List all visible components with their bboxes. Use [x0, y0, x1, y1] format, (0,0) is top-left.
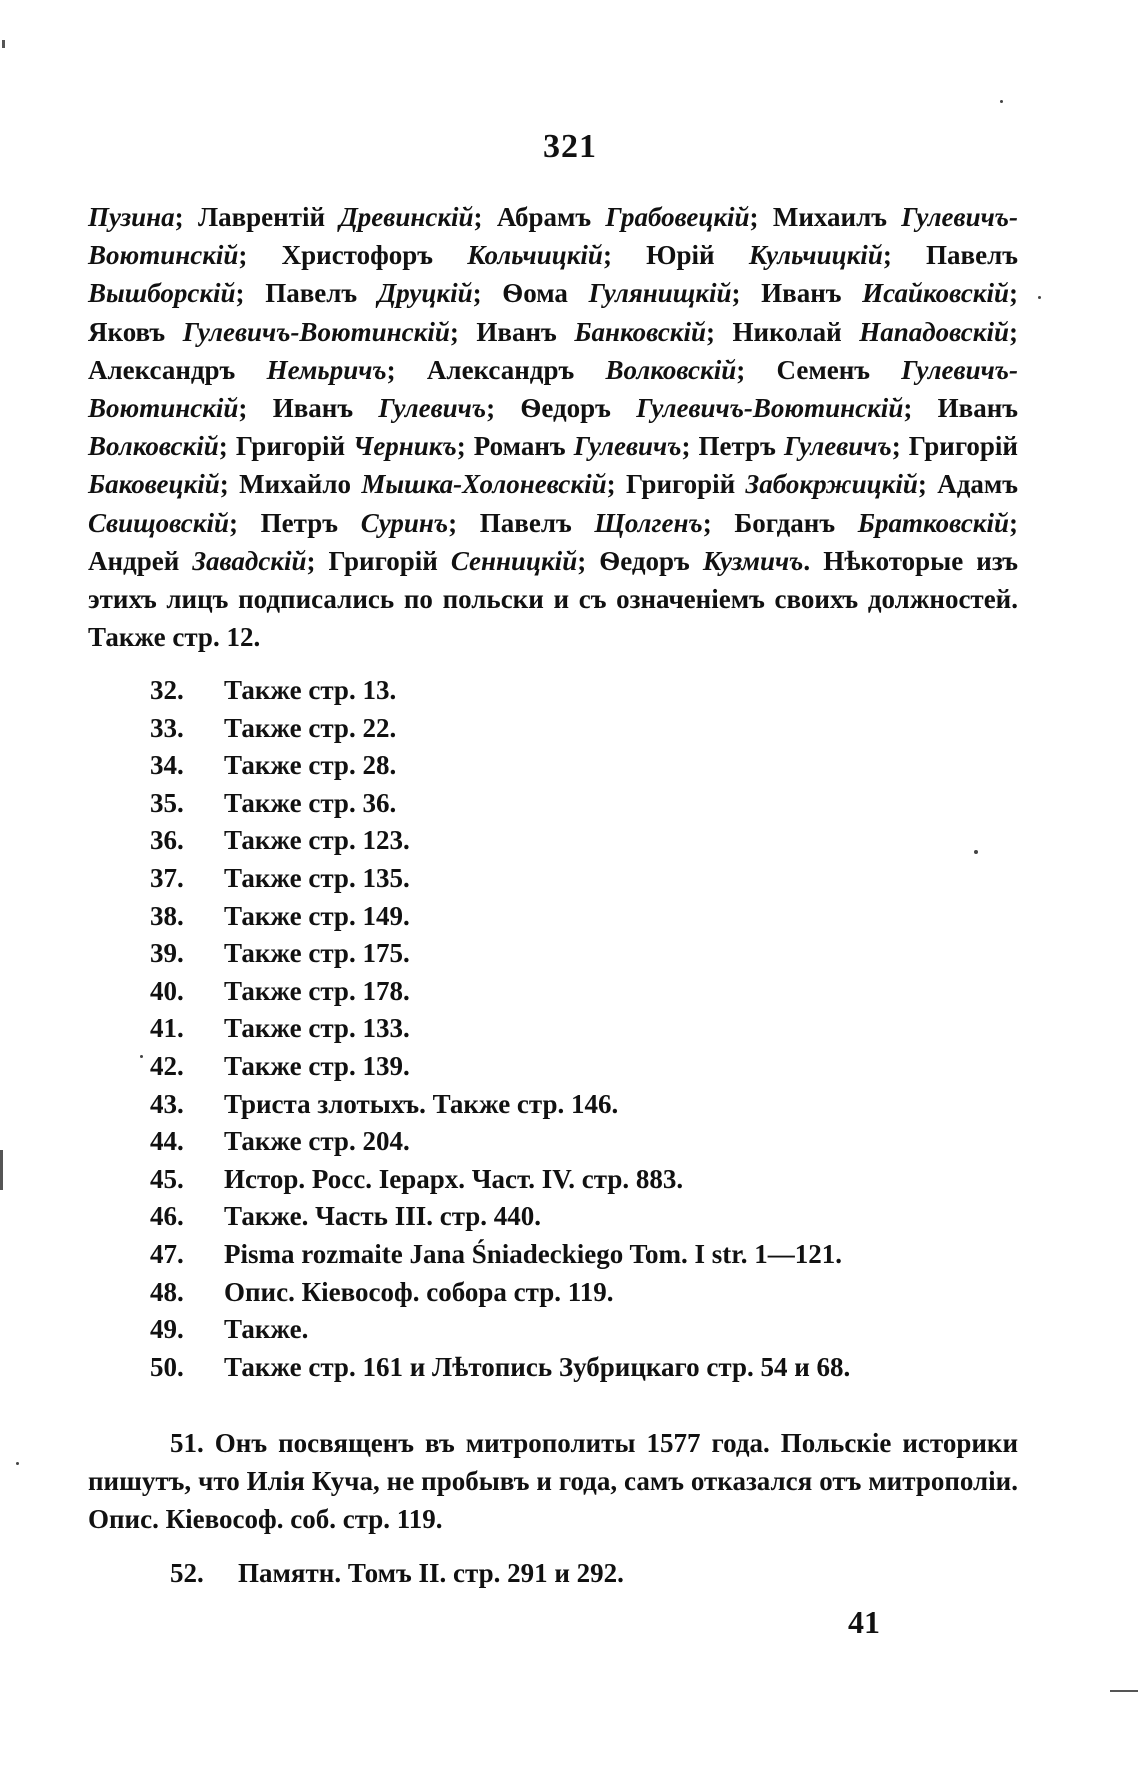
footnote-number: 49. — [150, 1314, 184, 1345]
footnote-item — [150, 1349, 850, 1387]
footnote-text: Также. — [224, 1314, 309, 1345]
body-text: ; Абрамъ — [473, 202, 606, 232]
footnote-31-continuation — [88, 198, 1018, 656]
body-text: ; Ѳедоръ — [577, 545, 703, 576]
footnote-text: Истор. Росс. Іерарх. Част. IV. стр. 883. — [224, 1163, 684, 1194]
footnote-text: Также стр. 22. — [224, 712, 397, 743]
body-text: ; Семенъ — [736, 354, 902, 385]
body-text: ; Адамъ — [917, 469, 1018, 500]
footnote-item — [150, 898, 850, 936]
footnote-text: Также стр. 133. — [224, 1013, 410, 1044]
footnote-number: 52. — [170, 1558, 204, 1588]
body-text: ; Иванъ — [903, 393, 1018, 424]
printer-signature-mark: 41 — [848, 1604, 880, 1640]
body-text: ; Александръ — [386, 354, 606, 385]
footnote-text: Также стр. 149. — [224, 900, 410, 931]
body-text: ; Павелъ — [882, 240, 1019, 271]
person-surname: Гулевичъ-Воютинскій — [182, 316, 450, 347]
body-text: ; Ѳома — [472, 278, 589, 309]
person-surname: Банковскій — [574, 316, 707, 347]
footnote-number: 50. — [150, 1351, 184, 1382]
body-text: ; Григорій — [306, 545, 451, 576]
footnote-51 — [88, 1424, 1018, 1539]
footnote-text: Также стр. 178. — [224, 975, 410, 1006]
footnote-text: Опис. Кіевософ. собора стр. 119. — [224, 1276, 614, 1307]
person-surname: Немьричъ — [266, 354, 387, 385]
body-text: ; Григорій — [218, 431, 354, 462]
body-text: ; Иванъ — [449, 316, 575, 347]
person-surname: Свищовскій — [88, 507, 229, 538]
body-text: ; Юрій — [602, 240, 749, 271]
person-surname: Мышка-Холоневскій — [361, 469, 607, 500]
body-text: ; Петръ — [681, 431, 784, 462]
footnote-item — [150, 1236, 850, 1274]
footnote-number: 47. — [150, 1238, 184, 1269]
person-surname: Древинскій — [339, 202, 474, 232]
footnote-item — [150, 747, 850, 785]
scan-speck — [1038, 296, 1041, 299]
body-text: ; Богданъ — [702, 507, 858, 538]
footnote-text: Также стр. 204. — [224, 1126, 410, 1157]
body-text: ; Христофоръ — [238, 240, 468, 271]
person-surname: Вышборскій — [88, 278, 236, 309]
person-surname: Гулевичъ-Воютинскій — [88, 354, 1018, 424]
page-number: 321 — [543, 128, 597, 165]
person-surname: Щолгенъ — [594, 507, 703, 538]
footnote-item — [150, 822, 850, 860]
person-surname: Забокржицкій — [745, 469, 918, 500]
body-text: ; Михаилъ — [749, 202, 902, 232]
body-text: ; Григорій — [606, 469, 746, 500]
body-text: ; Андрей — [88, 507, 1018, 576]
footnote-item — [150, 1086, 850, 1124]
scan-speck — [974, 850, 978, 854]
footnote-item — [150, 710, 850, 748]
footnote-text: Также стр. 36. — [224, 787, 397, 818]
person-surname: Волковскій — [88, 431, 219, 462]
footnote-number: 32. — [150, 675, 184, 705]
person-surname: Братковскій — [857, 507, 1009, 538]
footnote-item — [150, 860, 850, 898]
footnote-number: 41. — [150, 1013, 184, 1044]
person-surname: Гулевичъ-Воютинскій — [88, 202, 1018, 271]
person-surname: Кольчицкій — [467, 240, 603, 271]
footnote-item — [150, 1311, 850, 1349]
footnote-list — [150, 672, 850, 1386]
body-text: ; Лаврентій — [174, 202, 340, 232]
scan-edge-mark — [0, 1150, 3, 1190]
footnote-text: Памятн. Томъ II. стр. 291 и 292. — [238, 1558, 624, 1588]
person-surname: Сенницкій — [450, 545, 578, 576]
footnote-number: 43. — [150, 1088, 184, 1119]
person-surname: Нападовскій — [859, 316, 1009, 347]
footnote-number: 40. — [150, 975, 184, 1006]
footnote-item — [150, 1274, 850, 1312]
person-surname: Гулевичъ — [573, 431, 682, 462]
footnote-text: Также стр. 13. — [224, 675, 397, 705]
body-text: ; Александръ — [88, 316, 1018, 385]
body-text: ; Григорій — [891, 431, 1018, 462]
footnote-item — [150, 1048, 850, 1086]
footnote-item — [150, 1198, 850, 1236]
footnote-number: 37. — [150, 862, 184, 893]
footnote-item — [150, 1010, 850, 1048]
footnote-item — [150, 785, 850, 823]
footnote-text: Триста злотыхъ. Также стр. 146. — [224, 1088, 619, 1119]
footnote-text: Также стр. 123. — [224, 825, 410, 856]
footnote-number: 45. — [150, 1163, 184, 1194]
body-text: . Нѣкоторые изъ этихъ лицъ подписались по польски и съ означеніемъ своихъ должностей. Также стр. 12. — [88, 545, 1018, 653]
footnote-text: Также стр. 28. — [224, 750, 397, 781]
footnote-text: Также стр. 135. — [224, 862, 410, 893]
footnote-number: 39. — [150, 938, 184, 969]
person-surname: Завадскій — [192, 545, 307, 576]
scan-speck — [140, 1055, 143, 1058]
footnote-number: 44. — [150, 1126, 184, 1157]
footnote-number: 42. — [150, 1050, 184, 1081]
person-surname: Гулевичъ-Воютинскій — [636, 393, 904, 424]
person-surname: Баковецкій — [88, 469, 220, 500]
body-text: ; Романъ — [456, 431, 574, 462]
scan-edge-mark — [2, 40, 5, 48]
person-surname: Кульчицкій — [748, 240, 883, 271]
footnote-text: Также стр. 161 и Лѣтопись Зубрицкаго стр. 54 и 68. — [224, 1351, 851, 1382]
footnote-item — [150, 935, 850, 973]
body-text: ; Яковъ — [88, 278, 1019, 347]
footnote-text: Также стр. 175. — [224, 938, 410, 969]
footnote-item — [150, 1161, 850, 1199]
footnote-text: Онъ посвященъ въ митрополиты 1577 года. Польскіе историки пишутъ, что Илія Куча, не пробывъ и года, самъ отказался отъ митрополіи. Опис. Кіевософ. соб. стр. 119. — [88, 1428, 1018, 1535]
person-surname: Гулевичъ — [783, 431, 892, 462]
person-surname: Волковскій — [605, 354, 737, 385]
scan-speck — [16, 1462, 19, 1465]
footnote-number: 33. — [150, 712, 184, 743]
body-text: ; Николай — [706, 316, 860, 347]
person-surname: Гулевичъ — [378, 393, 487, 424]
scan-edge-mark — [1110, 1690, 1138, 1692]
body-text: ; Павелъ — [448, 507, 595, 538]
body-text: ; Павелъ — [235, 278, 378, 309]
footnote-text: Pisma rozmaite Jana Śniadeckiego Tom. I str. 1—121. — [224, 1238, 843, 1269]
footnote-number: 46. — [150, 1201, 184, 1232]
footnote-52 — [170, 1554, 624, 1592]
footnote-text: Также стр. 139. — [224, 1050, 410, 1081]
body-text: ; Иванъ — [731, 278, 863, 309]
footnote-number: 38. — [150, 900, 184, 931]
body-text: ; Петръ — [228, 507, 361, 538]
footnote-text: Также. Часть III. стр. 440. — [224, 1201, 542, 1232]
footnote-number: 34. — [150, 750, 184, 781]
person-surname: Гулянищкій — [588, 278, 732, 309]
body-text: ; Ѳедоръ — [486, 393, 637, 424]
footnote-number: 51. — [170, 1428, 204, 1458]
person-surname: Кузмичъ — [702, 545, 804, 576]
footnote-item — [150, 672, 850, 710]
person-surname: Пузина — [88, 202, 175, 232]
footnote-number: 36. — [150, 825, 184, 856]
body-text: ; Михайло — [219, 469, 362, 500]
footnote-item — [150, 973, 850, 1011]
person-surname: Черникъ — [353, 431, 457, 462]
body-text: ; Иванъ — [238, 393, 379, 424]
person-surname: Суринъ — [360, 507, 449, 538]
footnote-item — [150, 1123, 850, 1161]
footnote-number: 35. — [150, 787, 184, 818]
person-surname: Друцкій — [377, 278, 473, 309]
person-surname: Исайковскій — [862, 278, 1010, 309]
scan-speck — [1000, 100, 1003, 103]
person-surname: Грабовецкій — [605, 202, 750, 232]
footnote-number: 48. — [150, 1276, 184, 1307]
